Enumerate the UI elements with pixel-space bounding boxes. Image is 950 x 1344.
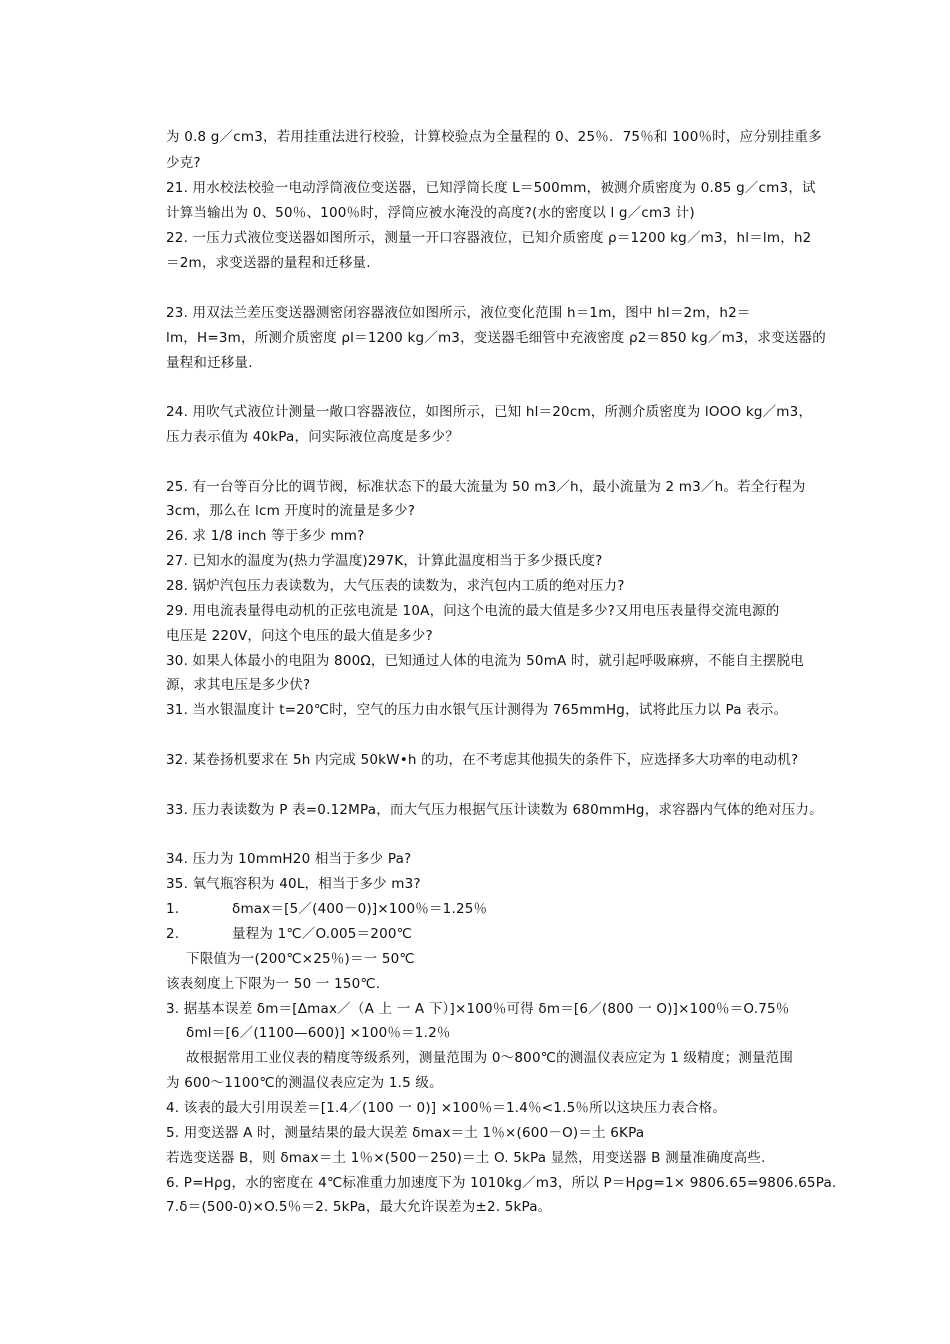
text-line: 为 600～1100℃的测温仪表应定为 1.5 级。	[166, 1075, 443, 1091]
answer-7: 7.δ＝(500-0)×O.5％＝2. 5kPa，最大允许误差为±2. 5kPa。	[166, 1199, 552, 1215]
question-30: 30. 如果人体最小的电阻为 800Ω，已知通过人体的电流为 50mA 时，就引起呼吸麻痹，不能自主摆脱电	[166, 653, 804, 669]
answer-4: 4. 该表的最大引用误差＝[1.4／(100 一 0)] ×100％＝1.4％<1.5％所以这块压力表合格。	[166, 1100, 727, 1116]
text-line: 电压是 220V，问这个电压的最大值是多少?	[166, 628, 433, 644]
text-line: 3cm，那么在 lcm 开度时的流量是多少?	[166, 503, 416, 519]
answer-6: 6. P=Hρg，水的密度在 4℃标准重力加速度下为 1010kg／m3，所以 P＝Hρg=1× 9806.65=9806.65Pa.	[166, 1175, 837, 1191]
question-23: 23. 用双法兰差压变送器测密闭容器液位如图所示，液位变化范围 h＝1m，图中 hl＝2m，h2＝	[166, 305, 751, 321]
answer-2	[166, 925, 826, 943]
question-26: 26. 求 1/8 inch 等于多少 mm?	[166, 528, 365, 544]
question-34: 34. 压力为 10mmH20 相当于多少 Pa?	[166, 851, 412, 867]
answer-text: 量程为 1℃／O.005＝200℃	[232, 926, 413, 942]
answer-3: 3. 据基本误差 δm＝[Δmax／（A 上 一 A 下）]×100％可得 δm＝[6／(800 一 O)]×100％＝O.75％	[166, 1001, 790, 1017]
text-line: 若选变送器 B，则 δmax＝土 1％×(500－250)＝土 O. 5kPa 显然，用变送器 B 测量准确度高些.	[166, 1150, 766, 1166]
text-line: δml＝[6／(1100—600)] ×100％＝1.2％	[186, 1025, 451, 1041]
text-line: 源，求其电压是多少伏?	[166, 677, 311, 693]
question-32: 32. 某卷扬机要求在 5h 内完成 50kW•h 的功，在不考虑其他损失的条件下，应选择多大功率的电动机?	[166, 752, 799, 768]
question-24: 24. 用吹气式液位计测量一敞口容器液位，如图所示，已知 hl＝20cm，所测介质密度为 lOOO kg／m3，	[166, 404, 813, 420]
answer-5: 5. 用变送器 A 时，测量结果的最大误差 δmax＝土 1％×(600－O)＝土 6KPa	[166, 1125, 645, 1141]
text-line: 少克?	[166, 155, 201, 171]
question-35: 35. 氧气瓶容积为 40L，相当于多少 m3?	[166, 876, 421, 892]
text-line: 为 0.8 g／cm3，若用挂重法进行校验，计算校验点为全量程的 0、25％．75％和 100％时，应分别挂重多	[166, 129, 822, 145]
answer-number: 2.	[166, 926, 180, 942]
question-25: 25. 有一台等百分比的调节阀，标准状态下的最大流量为 50 m3／h，最小流量为 2 m3／h。若全行程为	[166, 479, 806, 495]
question-21: 21. 用水校法校验一电动浮筒液位变送器，已知浮筒长度 L＝500mm，被测介质密度为 0.85 g／cm3，试	[166, 180, 816, 196]
text-line: 下限值为一(200℃×25％)＝一 50℃	[186, 951, 415, 967]
text-line: 计算当输出为 0、50％、100％时，浮筒应被水淹没的高度?(水的密度以 l g／cm3 计)	[166, 205, 695, 221]
question-29: 29. 用电流表量得电动机的正弦电流是 10A，问这个电流的最大值是多少?又用电压表量得交流电源的	[166, 603, 780, 619]
text-line: lm，H=3m，所测介质密度 ρl＝1200 kg／m3，变送器毛细管中充液密度 ρ2＝850 kg／m3，求变送器的	[166, 330, 826, 346]
question-33: 33. 压力表读数为 P 表=0.12MPa，而大气压力根据气压计读数为 680mmHg，求容器内气体的绝对压力。	[166, 802, 823, 818]
question-22: 22. 一压力式液位变送器如图所示，测量一开口容器液位，已知介质密度 ρ＝1200 kg／m3，hl＝lm，h2	[166, 230, 812, 246]
answer-number: 1.	[166, 901, 180, 917]
answer-text: δmax＝[5／(400－0)]×100％＝1.25％	[232, 901, 488, 917]
text-line: 该表刻度上下限为一 50 一 150℃.	[166, 976, 381, 992]
text-line: ＝2m，求变送器的量程和迁移量.	[166, 255, 371, 271]
text-line: 故根据常用工业仪表的精度等级系列，测量范围为 0～800℃的测温仪表应定为 1 级精度；测量范围	[186, 1050, 794, 1066]
question-27: 27. 已知水的温度为(热力学温度)297K，计算此温度相当于多少摄氏度?	[166, 553, 603, 569]
answer-1	[166, 900, 826, 918]
text-line: 量程和迁移量.	[166, 355, 253, 371]
question-31: 31. 当水银温度计 t=20℃时，空气的压力由水银气压计测得为 765mmHg，试将此压力以 Pa 表示。	[166, 702, 788, 718]
question-28: 28. 锅炉汽包压力表读数为，大气压表的读数为，求汽包内工质的绝对压力?	[166, 578, 625, 594]
text-line: 压力表示值为 40kPa，问实际液位高度是多少？	[166, 429, 459, 445]
